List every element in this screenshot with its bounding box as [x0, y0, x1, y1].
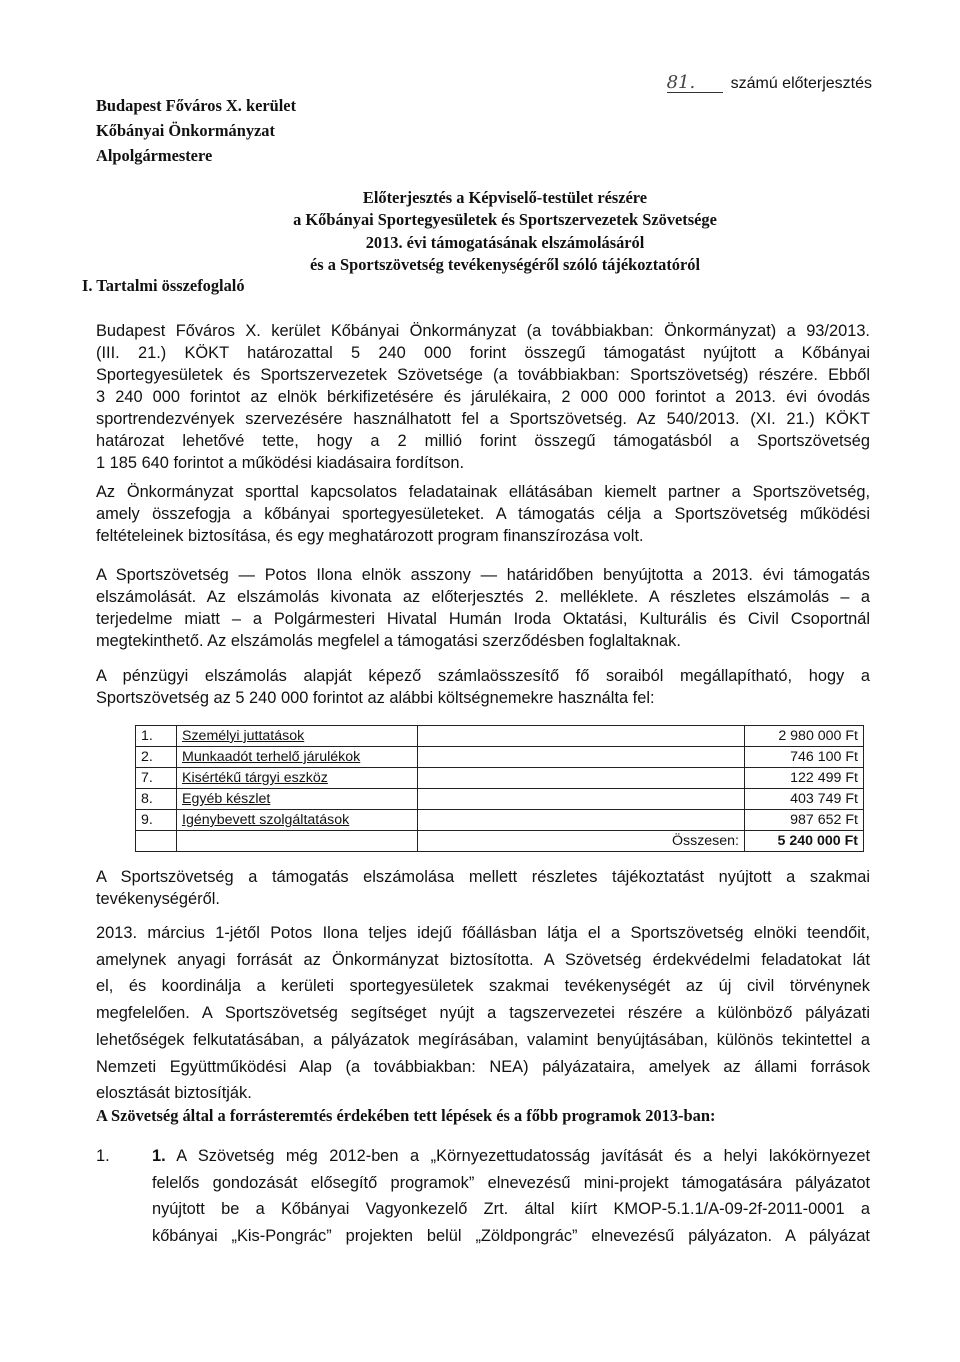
table-row — [136, 747, 864, 768]
para-line: A Sportszövetség — Potos Ilona elnök asszony — határidőben benyújtotta a 2013. évi támogatás — [96, 566, 870, 584]
row-amount: 987 652 Ft — [745, 810, 864, 831]
list-marker: 1. — [96, 1147, 110, 1165]
row-label: Kisértékű tárgyi eszköz — [177, 768, 418, 789]
para-line: sportrendezvények szervezésére használhatott fel a Sportszövetség. Az 540/2013. (XI. 21.) KÖKT — [96, 410, 870, 428]
paragraph-president — [96, 920, 870, 1107]
program-list — [96, 1143, 870, 1250]
paragraph-report — [96, 866, 870, 910]
para-line: Budapest Főváros X. kerület Kőbányai Önkormányzat (a továbbiakban: Önkormányzat) a 93/2013. — [96, 322, 870, 340]
para-line: amelynek anyagi forrását az Önkormányzat biztosította. A Szövetség érdekvédelmi feladatokat lát — [96, 950, 870, 969]
para-line: megtekinthető. Az elszámolás megfelel a támogatási szerződésben foglaltaknak. — [96, 632, 681, 650]
row-number: 9. — [136, 810, 177, 831]
row-amount: 122 499 Ft — [745, 768, 864, 789]
para-line: Nemzeti Együttműködési Alap (a továbbiakban: NEA) pályázataira, amelyek az állami források — [96, 1057, 870, 1076]
list-item-text: A Szövetség még 2012-ben a „Környezettudatosság javítását és a helyi lakókörnyezet — [176, 1147, 870, 1165]
issuer-line-1: Budapest Főváros X. kerület — [96, 96, 297, 115]
paragraph-settlement — [96, 564, 870, 652]
row-label: Személyi juttatások — [177, 726, 418, 747]
title-line-4: és a Sportszövetség tevékenységéről szóló tájékoztatóról — [309, 255, 701, 275]
document-number-label: számú előterjesztés — [730, 75, 872, 92]
list-item-line — [152, 1143, 870, 1170]
para-line: feltételeinek biztosítása, és egy meghatározott program finanszírozása volt. — [96, 527, 644, 545]
issuer-block — [96, 93, 296, 168]
total-label: Összesen: — [418, 831, 745, 852]
table-row — [136, 810, 864, 831]
para-line: elosztását biztosítják. — [96, 1084, 252, 1103]
para-line: 3 240 000 forintot az elnök bérkifizetésére és járulékaira, 2 000 000 forintot a 2013. évi óvodás — [96, 388, 870, 406]
para-line: amely összefogja a kőbányai sportegyesületeket. A támogatás célja a Sportszövetség működési — [96, 505, 870, 523]
row-amount: 2 980 000 Ft — [745, 726, 864, 747]
title-line-2: a Kőbányai Sportegyesületek és Sportszervezetek Szövetsége — [293, 210, 717, 230]
paragraph-funding — [96, 320, 870, 474]
table-row — [136, 726, 864, 747]
row-label: Egyéb készlet — [177, 789, 418, 810]
paragraph-partner — [96, 481, 870, 547]
para-line: (III. 21.) KÖKT határozattal 5 240 000 forint összegű támogatást nyújtott a Kőbányai — [96, 344, 870, 362]
list-item — [152, 1143, 870, 1250]
para-line: határozat lehetővé tette, hogy a 2 millió forint összegű támogatásból a Sportszövetség — [96, 432, 870, 450]
handwritten-number: 81. — [667, 74, 723, 93]
total-empty — [177, 831, 418, 852]
row-label: Munkaadót terhelő járulékok — [177, 747, 418, 768]
budget-rows — [136, 726, 864, 852]
total-empty — [136, 831, 177, 852]
paragraph-expenses-intro — [96, 665, 870, 709]
budget-table — [135, 725, 864, 852]
table-row — [136, 789, 864, 810]
section-heading-programs: A Szövetség által a forrásteremtés érdekében tett lépések és a főbb programok 2013-ban: — [96, 1106, 716, 1125]
para-line: A Sportszövetség a támogatás elszámolása mellett részletes tájékoztatást nyújtott a szakmai — [96, 868, 870, 886]
list-item-line: nyújtott be a Kőbányai Vagyonkezelő Zrt. által kiírt KMOP-5.1.1/A-09-2f-2011-0001 a — [152, 1200, 870, 1219]
para-line: el, és koordinálja a kerületi sportegyesületek szakmai tevékenységét az új civil törvénynek — [96, 977, 870, 996]
row-spacer — [418, 768, 745, 789]
row-spacer — [418, 747, 745, 768]
para-line: lehetőségek felkutatásában, a pályázatok megírásában, valamint benyújtásában, különös tekintettel a — [96, 1030, 870, 1049]
row-number: 1. — [136, 726, 177, 747]
row-spacer — [418, 789, 745, 810]
row-amount: 746 100 Ft — [745, 747, 864, 768]
issuer-line-3: Alpolgármestere — [96, 146, 213, 165]
document-number — [667, 74, 872, 93]
document-title — [225, 187, 785, 277]
para-line: Sportszövetség az 5 240 000 forintot az alábbi költségnemekre használta fel: — [96, 689, 655, 707]
list-sub-marker: 1. — [152, 1147, 166, 1165]
title-line-3: 2013. évi támogatásának elszámolásáról — [365, 232, 645, 252]
para-line: A pénzügyi elszámolás alapját képező számlaösszesítő fő soraiból megállapítható, hogy a — [96, 667, 870, 685]
title-line-1: Előterjesztés a Képviselő-testület részére — [362, 188, 648, 207]
para-line: megfelelően. A Sportszövetség segítséget nyújt a tagszervezetei részére a különböző pályázati — [96, 1004, 870, 1023]
row-number: 8. — [136, 789, 177, 810]
issuer-line-2: Kőbányai Önkormányzat — [96, 121, 275, 140]
row-spacer — [418, 810, 745, 831]
table-row — [136, 768, 864, 789]
para-line: 1 185 640 forintot a működési kiadásaira fordítson. — [96, 454, 465, 472]
para-line: terjedelme miatt – a Polgármesteri Hivatal Humán Iroda Oktatási, Kulturális és Civil Csoportnál — [96, 610, 870, 628]
row-number: 2. — [136, 747, 177, 768]
row-amount: 403 749 Ft — [745, 789, 864, 810]
table-total-row — [136, 831, 864, 852]
total-amount: 5 240 000 Ft — [745, 831, 864, 852]
section-heading-summary: I. Tartalmi összefoglaló — [82, 276, 245, 295]
row-label: Igénybevett szolgáltatások — [177, 810, 418, 831]
para-line: 2013. március 1-jétől Potos Ilona teljes idejű főállásban látja el a Sportszövetség elnöki teendőit, — [96, 924, 870, 942]
row-number: 7. — [136, 768, 177, 789]
list-item-line: kőbányai „Kis-Pongrác” projekten belül „Zöldpongrác” elnevezésű pályázaton. A pályázat — [152, 1227, 870, 1246]
para-line: Sportegyesületek és Sportszervezetek Szövetsége (a továbbiakban: Sportszövetség) részére. Ebből — [96, 366, 870, 384]
row-spacer — [418, 726, 745, 747]
para-line: elszámolását. Az elszámolás kivonata az előterjesztés 2. melléklete. A részletes elszámolás – a — [96, 588, 870, 606]
list-item-line: felelős gondozását elősegítő programok” elnevezésű mini-projekt támogatására pályázatot — [152, 1173, 870, 1192]
para-line: Az Önkormányzat sporttal kapcsolatos feladatainak ellátásában kiemelt partner a Sportszövetség, — [96, 483, 870, 501]
para-line: tevékenységéről. — [96, 890, 220, 908]
